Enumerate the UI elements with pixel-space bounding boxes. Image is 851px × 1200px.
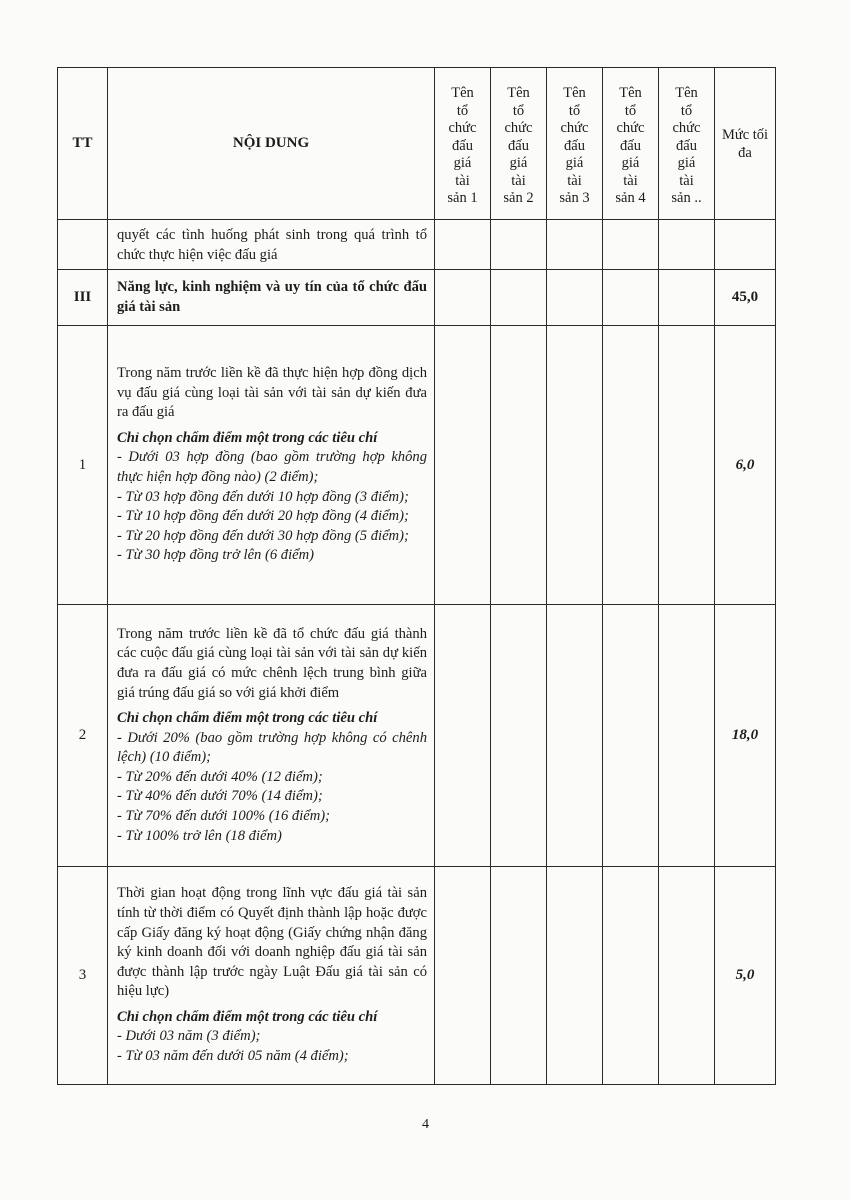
header-org-word: Tên (675, 84, 698, 101)
header-org-word: đấu (620, 137, 641, 154)
header-org-word: sản 4 (615, 190, 646, 207)
header-org-word: tổ (568, 102, 581, 119)
header-org-word: sản 3 (559, 190, 590, 207)
criteria-row-3 (58, 867, 776, 1085)
header-org-word: sản 2 (503, 190, 534, 207)
header-org-word: chức (560, 120, 589, 137)
header-org-2 (491, 68, 547, 220)
header-org-word: giá (621, 155, 640, 172)
header-max (715, 68, 776, 220)
criterion: - Dưới 03 hợp đồng (bao gồm trường hợp không thực hiện hợp đồng nào) (2 điểm); (117, 449, 427, 485)
row-max: 18,0 (715, 605, 776, 867)
header-org-word: tổ (624, 102, 637, 119)
header-org-word: chức (448, 120, 477, 137)
criterion: - Dưới 03 năm (3 điểm); (117, 1028, 261, 1045)
header-tt: TT (58, 68, 108, 220)
header-row (58, 68, 776, 220)
header-org-word: tổ (512, 102, 525, 119)
header-org-word: tài (455, 172, 470, 189)
criterion: - Từ 100% trở lên (18 điểm) (117, 827, 282, 844)
criterion: - Từ 20% đến dưới 40% (12 điểm); (117, 768, 323, 785)
header-org-word: đấu (564, 137, 585, 154)
page-number: 4 (422, 1117, 429, 1132)
criterion: - Từ 30 hợp đồng trở lên (6 điểm) (117, 547, 315, 564)
header-org-word: đấu (452, 137, 473, 154)
header-org-word: sản .. (671, 190, 702, 207)
criterion: - Dưới 20% (bao gồm trường hợp không có chênh lệch) (10 điểm); (117, 729, 427, 766)
row-tt: 1 (58, 326, 108, 605)
header-noi-dung: NỘI DUNG (108, 68, 435, 220)
criteria-title: Chỉ chọn chấm điểm một trong các tiêu chí (117, 429, 378, 446)
row-description: Thời gian hoạt động trong lĩnh vực đấu giá tài sản tính từ thời điểm có Quyết định thành lập hoặc được cấp Giấy đăng ký hoạt động (Giấy chứng nhận đăng ký kinh doanh đối với doanh nghiệp đấu giá tài sản được thành lập trước ngày Luật Đấu giá tài sản có hiệu lực) (117, 885, 427, 1000)
row-max: 5,0 (715, 867, 776, 1085)
header-org-word: tài (623, 172, 638, 189)
header-org-word: tổ (680, 102, 693, 119)
header-org-word: tài (679, 172, 694, 189)
header-org-word: chức (672, 120, 701, 137)
header-org-word: chức (504, 120, 533, 137)
criteria-title: Chỉ chọn chấm điểm một trong các tiêu chí (117, 1008, 378, 1025)
row-max: 6,0 (715, 326, 776, 605)
header-org-word: Tên (451, 84, 474, 101)
header-org-5 (659, 68, 715, 220)
header-org-word: tài (567, 172, 582, 189)
continuation-row (58, 220, 776, 270)
section-max: 45,0 (715, 270, 776, 326)
criterion: - Từ 70% đến dưới 100% (16 điểm); (117, 808, 330, 825)
criterion: - Từ 03 năm đến dưới 05 năm (4 điểm); (117, 1048, 349, 1065)
header-org-1 (435, 68, 491, 220)
continuation-text: quyết các tình huống phát sinh trong quá trình tổ chức thực hiện việc đấu giá (108, 220, 435, 270)
header-org-word: tài (511, 172, 526, 189)
header-org-3 (547, 68, 603, 220)
row-tt: 3 (58, 867, 108, 1085)
section-tt: III (58, 270, 108, 326)
row-description: Trong năm trước liền kề đã thực hiện hợp đồng dịch vụ đấu giá cùng loại tài sản với tài sản dự kiến đưa ra đấu giá (117, 365, 427, 421)
header-org-word: đấu (508, 137, 529, 154)
header-org-word: đấu (676, 137, 697, 154)
criterion: - Từ 40% đến dưới 70% (14 điểm); (117, 788, 323, 805)
criterion: - Từ 10 hợp đồng đến dưới 20 hợp đồng (4 điểm); (117, 508, 409, 525)
criteria-row-1 (58, 326, 776, 605)
header-max-line2: đa (738, 144, 752, 161)
header-max-line1: Mức tối (721, 126, 769, 143)
header-org-word: giá (453, 155, 472, 172)
criteria-row-2 (58, 605, 776, 867)
header-org-word: Tên (507, 84, 530, 101)
section-row (58, 270, 776, 326)
criteria-title: Chỉ chọn chấm điểm một trong các tiêu chí (117, 710, 378, 727)
section-title: Năng lực, kinh nghiệm và uy tín của tổ chức đấu giá tài sản (108, 270, 435, 326)
header-org-4 (603, 68, 659, 220)
header-org-word: chức (616, 120, 645, 137)
criterion: - Từ 03 hợp đồng đến dưới 10 hợp đồng (3 điểm); (117, 488, 409, 505)
header-org-word: giá (677, 155, 696, 172)
header-org-word: Tên (619, 84, 642, 101)
header-org-word: giá (509, 155, 528, 172)
header-org-word: tổ (456, 102, 469, 119)
header-org-word: giá (565, 155, 584, 172)
criterion: - Từ 20 hợp đồng đến dưới 30 hợp đồng (5 điểm); (117, 527, 409, 544)
criteria-table (57, 67, 776, 1085)
row-description: Trong năm trước liền kề đã tổ chức đấu giá thành các cuộc đấu giá cùng loại tài sản với tài sản dự kiến đưa ra đấu giá có mức chênh lệch trung bình giữa giá trúng đấu giá so với giá khởi điểm (117, 625, 427, 701)
row-tt: 2 (58, 605, 108, 867)
header-org-word: Tên (563, 84, 586, 101)
header-org-word: sản 1 (447, 190, 478, 207)
